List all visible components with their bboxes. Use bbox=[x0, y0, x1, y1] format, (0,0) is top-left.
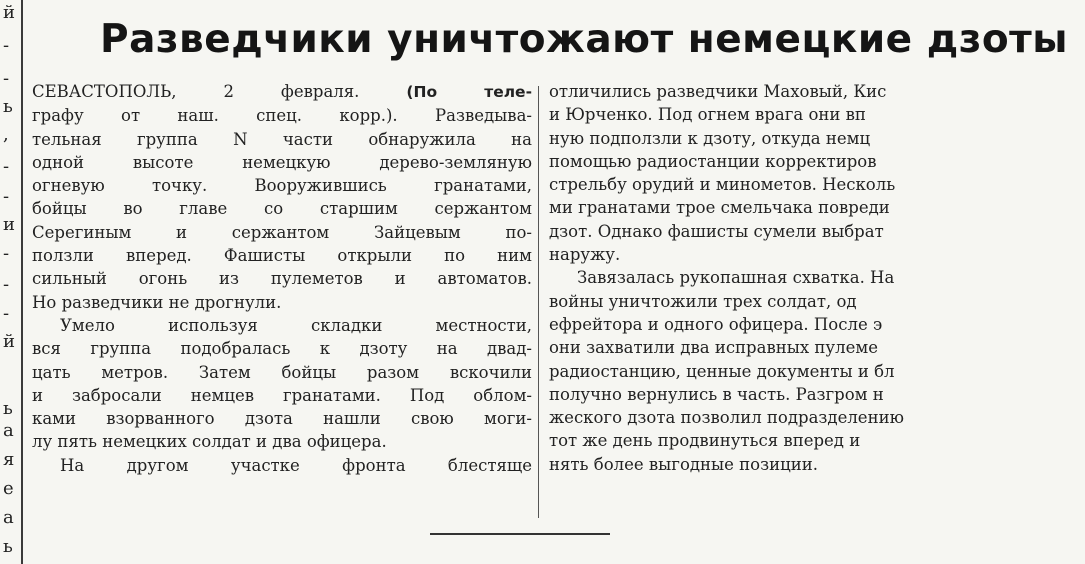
text-line: получно вернулись в часть. Разгром н bbox=[549, 384, 884, 404]
text-line: радиостанцию, ценные документы и бл bbox=[549, 361, 895, 381]
text-line: Но разведчики не дрогнули. bbox=[32, 292, 282, 312]
byline-start: (По теле- bbox=[406, 83, 533, 101]
fragment-char: ь bbox=[3, 536, 13, 557]
fragment-char: а bbox=[3, 507, 14, 528]
previous-column-fragment bbox=[0, 0, 20, 564]
column-divider bbox=[538, 86, 539, 518]
fragment-char: ь bbox=[3, 96, 13, 117]
fragment-char: , bbox=[3, 124, 9, 145]
fragment-char: - bbox=[3, 68, 10, 89]
text-line: лу пять немецких солдат и два офицера. bbox=[32, 432, 387, 452]
text-line: войны уничтожили трех солдат, од bbox=[549, 291, 857, 311]
paragraph-3 bbox=[32, 454, 532, 477]
text-line: цать метров. Затем бойцы разом вскочили bbox=[32, 362, 532, 382]
fragment-char: и bbox=[3, 214, 15, 235]
text-line: ми гранатами трое смельчака повреди bbox=[549, 198, 890, 218]
text-line: графу от наш. спец. корр.). Разведыва- bbox=[32, 106, 532, 126]
text-line: Завязалась рукопашная схватка. На bbox=[577, 268, 895, 288]
fragment-char: - bbox=[3, 243, 10, 264]
text-line: отличились разведчики Маховый, Кис bbox=[549, 82, 887, 101]
article-headline: Разведчики уничтожают немецкие дзоты bbox=[100, 17, 1069, 62]
text-line: одной высоте немецкую дерево-земляную bbox=[32, 152, 532, 172]
paragraph-2 bbox=[32, 314, 532, 454]
dateline-line bbox=[32, 80, 532, 104]
paragraph-1-lines bbox=[32, 104, 532, 314]
fragment-char: ь bbox=[3, 398, 13, 419]
fragment-char: а bbox=[3, 420, 14, 441]
fragment-char: - bbox=[3, 274, 10, 295]
text-line: дзот. Однако фашисты сумели выбрат bbox=[549, 221, 884, 241]
text-line: На другом участке фронта блестяще bbox=[60, 455, 532, 475]
text-line: бойцы во главе со старшим сержантом bbox=[32, 199, 532, 219]
fragment-char: - bbox=[3, 186, 10, 207]
paragraph-4 bbox=[549, 80, 1059, 266]
text-line: нять более выгодные позиции. bbox=[549, 454, 818, 474]
fragment-char: я bbox=[3, 449, 15, 470]
text-line: они захватили два исправных пулеме bbox=[549, 338, 878, 358]
text-line: и Юрченко. Под огнем врага они вп bbox=[549, 105, 866, 125]
text-line: ефрейтора и одного офицера. После э bbox=[549, 314, 883, 334]
fragment-char: й bbox=[3, 2, 15, 23]
article-column-left bbox=[32, 80, 532, 477]
article-column-right bbox=[549, 80, 1059, 476]
dateline: СЕВАСТОПОЛЬ, 2 февраля. bbox=[32, 82, 407, 101]
text-line: стрельбу орудий и минометов. Несколь bbox=[549, 175, 896, 195]
fragment-char: - bbox=[3, 303, 10, 324]
text-line: ную подползли к дзоту, откуда немц bbox=[549, 128, 871, 148]
text-line: тельная группа N части обнаружила на bbox=[32, 129, 532, 149]
text-line: и забросали немцев гранатами. Под облом- bbox=[32, 385, 532, 405]
text-line: сильный огонь из пулеметов и автоматов. bbox=[32, 269, 532, 289]
text-line: тот же день продвинуться вперед и bbox=[549, 431, 861, 451]
text-line: огневую точку. Вооружившись гранатами, bbox=[32, 176, 532, 196]
text-line: наружу. bbox=[549, 245, 621, 265]
column-rule-left bbox=[21, 0, 23, 564]
text-line: Серегиным и сержантом Зайцевым по- bbox=[32, 222, 532, 242]
article-end-rule bbox=[430, 533, 610, 535]
fragment-char: - bbox=[3, 35, 10, 56]
paragraph-5 bbox=[549, 266, 1059, 476]
text-line: помощью радиостанции корректиров bbox=[549, 151, 877, 171]
text-line: ползли вперед. Фашисты открыли по ним bbox=[32, 246, 532, 266]
text-line: Умело используя складки местности, bbox=[60, 315, 532, 335]
fragment-char: й bbox=[3, 331, 15, 352]
text-line: ками взорванного дзота нашли свою моги- bbox=[32, 409, 532, 429]
text-line: жеского дзота позволил подразделению bbox=[549, 408, 904, 428]
fragment-char: е bbox=[3, 478, 14, 499]
text-line: вся группа подобралась к дзоту на двад- bbox=[32, 339, 532, 359]
fragment-char: - bbox=[3, 156, 10, 177]
paragraph-1 bbox=[32, 80, 532, 314]
